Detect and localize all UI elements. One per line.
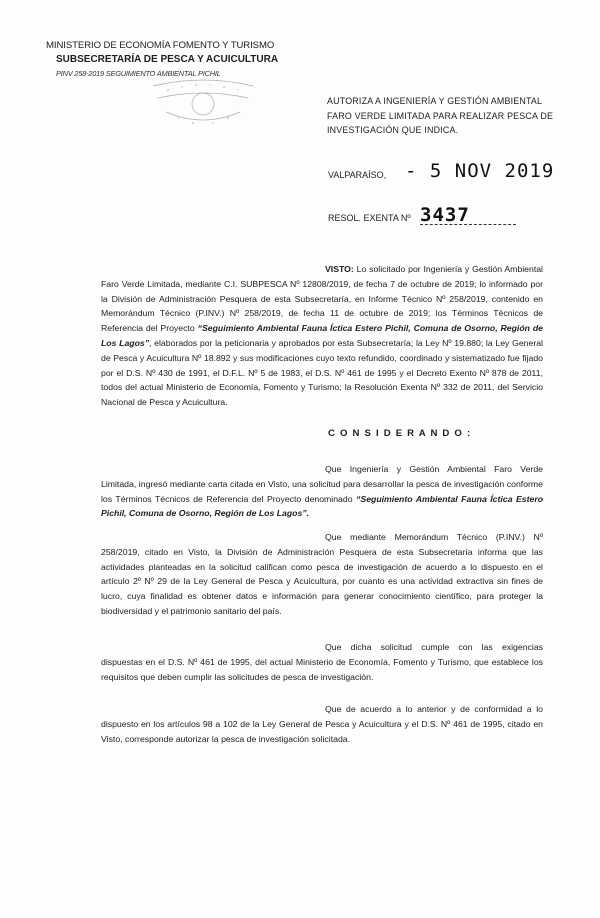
resolution-subject: AUTORIZA A INGENIERÍA Y GESTIÓN AMBIENTAL FARO VERDE LIMITADA PARA REALIZAR PESCA DE INVESTIGACIÓN QUE INDICA. [327, 96, 554, 136]
resolution-label: RESOL. EXENTA Nº [328, 213, 411, 223]
ministry-name: MINISTERIO DE ECONOMÍA FOMENTO Y TURISMO [46, 40, 275, 51]
considerando-2-text: Que mediante Memorándum Técnico (P.INV.) Nº 258/2019, citado en Visto, la División de Administración Pesquera de esta Subsecretaría informa que las actividades planteadas en la solicitud califican como pesca de investigación de acuerdo a lo dispuesto en el artículo 2º Nº 29 de la Ley General de Pesca y Acuicultura, por cuanto es una actividad extractiva sin fines de lucro, cuya finalidad es obtener datos e información para generar conocimiento científico, para proteger la biodiversidad y el patrimonio sanitario del país. [101, 532, 543, 616]
stamp-seal-icon [148, 78, 258, 130]
considerando-3 [101, 640, 543, 684]
considerando-4-text: Que de acuerdo a lo anterior y de conformidad a lo dispuesto en los artículos 98 a 102 de la Ley General de Pesca y Acuicultura y el D.S. Nº 461 de 1995, citado en Visto, corresponde autorizar la pesca de investigación solicitada. [101, 704, 543, 744]
considerando-1-project-title: “Seguimiento Ambiental Fauna Íctica Estero Pichil, Comuna de Osorno, Región de Los Lagos”. [101, 493, 544, 519]
considerando-3-text: Que dicha solicitud cumple con las exigencias dispuestas en el D.S. Nº 461 de 1995, del actual Ministerio de Economía, Fomento y Turismo, que establece los requisitos que deben cumplir las solicitudes de pesca de investigación. [101, 642, 543, 682]
reference-line: PINV 258-2019 SEGUIMIENTO AMBIENTAL PICHIL [56, 69, 221, 78]
visto-text-b: , elaborados por la peticionaria y aprobados por esta Subsecretaría; la Ley Nº 19.880; la Ley General de Pesca y Acuicultura Nº 18.892 y sus modificaciones cuyo texto refundido, coordinado y sistematizado fue fijado por el D.S. Nº 430 de 1991, el D.F.L. Nº 5 de 1983, el D.S. Nº 461 de 1995 y el Decreto Exento Nº 878 de 2011, todos del actual Ministerio de Economía, Fomento y Turismo; la Resolución Exenta Nº 332 de 2011, del Servicio Nacional de Pesca y Acuicultura. [101, 337, 543, 408]
considerando-1-text: Que Ingeniería y Gestión Ambiental Faro Verde Limitada, ingresó mediante carta citada en Visto, una solicitud para desarrollar la pesca de investigación conforme los Términos Técnicos de Referencia del Proyecto denominado [101, 464, 543, 504]
considerando-4 [101, 702, 543, 746]
visto-project-title: “Seguimiento Ambiental Fauna Íctica Estero Pichil, Comuna de Osorno, Región de Los Lagos” [101, 323, 543, 348]
resolution-date-stamp: - 5 NOV 2019 [405, 160, 555, 182]
visto-label: VISTO: [325, 264, 354, 274]
visto-text-a: Lo solicitado por Ingeniería y Gestión Ambiental Faro Verde Limitada, mediante C.I. SUBPESCA Nº 12808/2019, de fecha 7 de octubre de 2019; lo informado por la División de Administración Pesquera de esta Subsecretaría, en Informe Técnico Nº 258/2019, contenido en Memorándum Técnico (P.INV.) Nº 258/2019, de fecha 11 de octubre de 2019; los Términos Técnicos de Referencia del Proyecto [101, 264, 543, 334]
resolution-number: 3437 [420, 204, 470, 226]
considerando-heading: C O N S I D E R A N D O : [328, 428, 472, 439]
place-label: VALPARAÍSO, [328, 170, 387, 180]
considerando-2 [101, 530, 543, 619]
resolution-underline [420, 224, 516, 225]
visto-paragraph [101, 262, 543, 410]
subsecretaria-name: SUBSECRETARÍA DE PESCA Y ACUICULTURA [56, 54, 279, 65]
considerando-1 [101, 462, 543, 521]
